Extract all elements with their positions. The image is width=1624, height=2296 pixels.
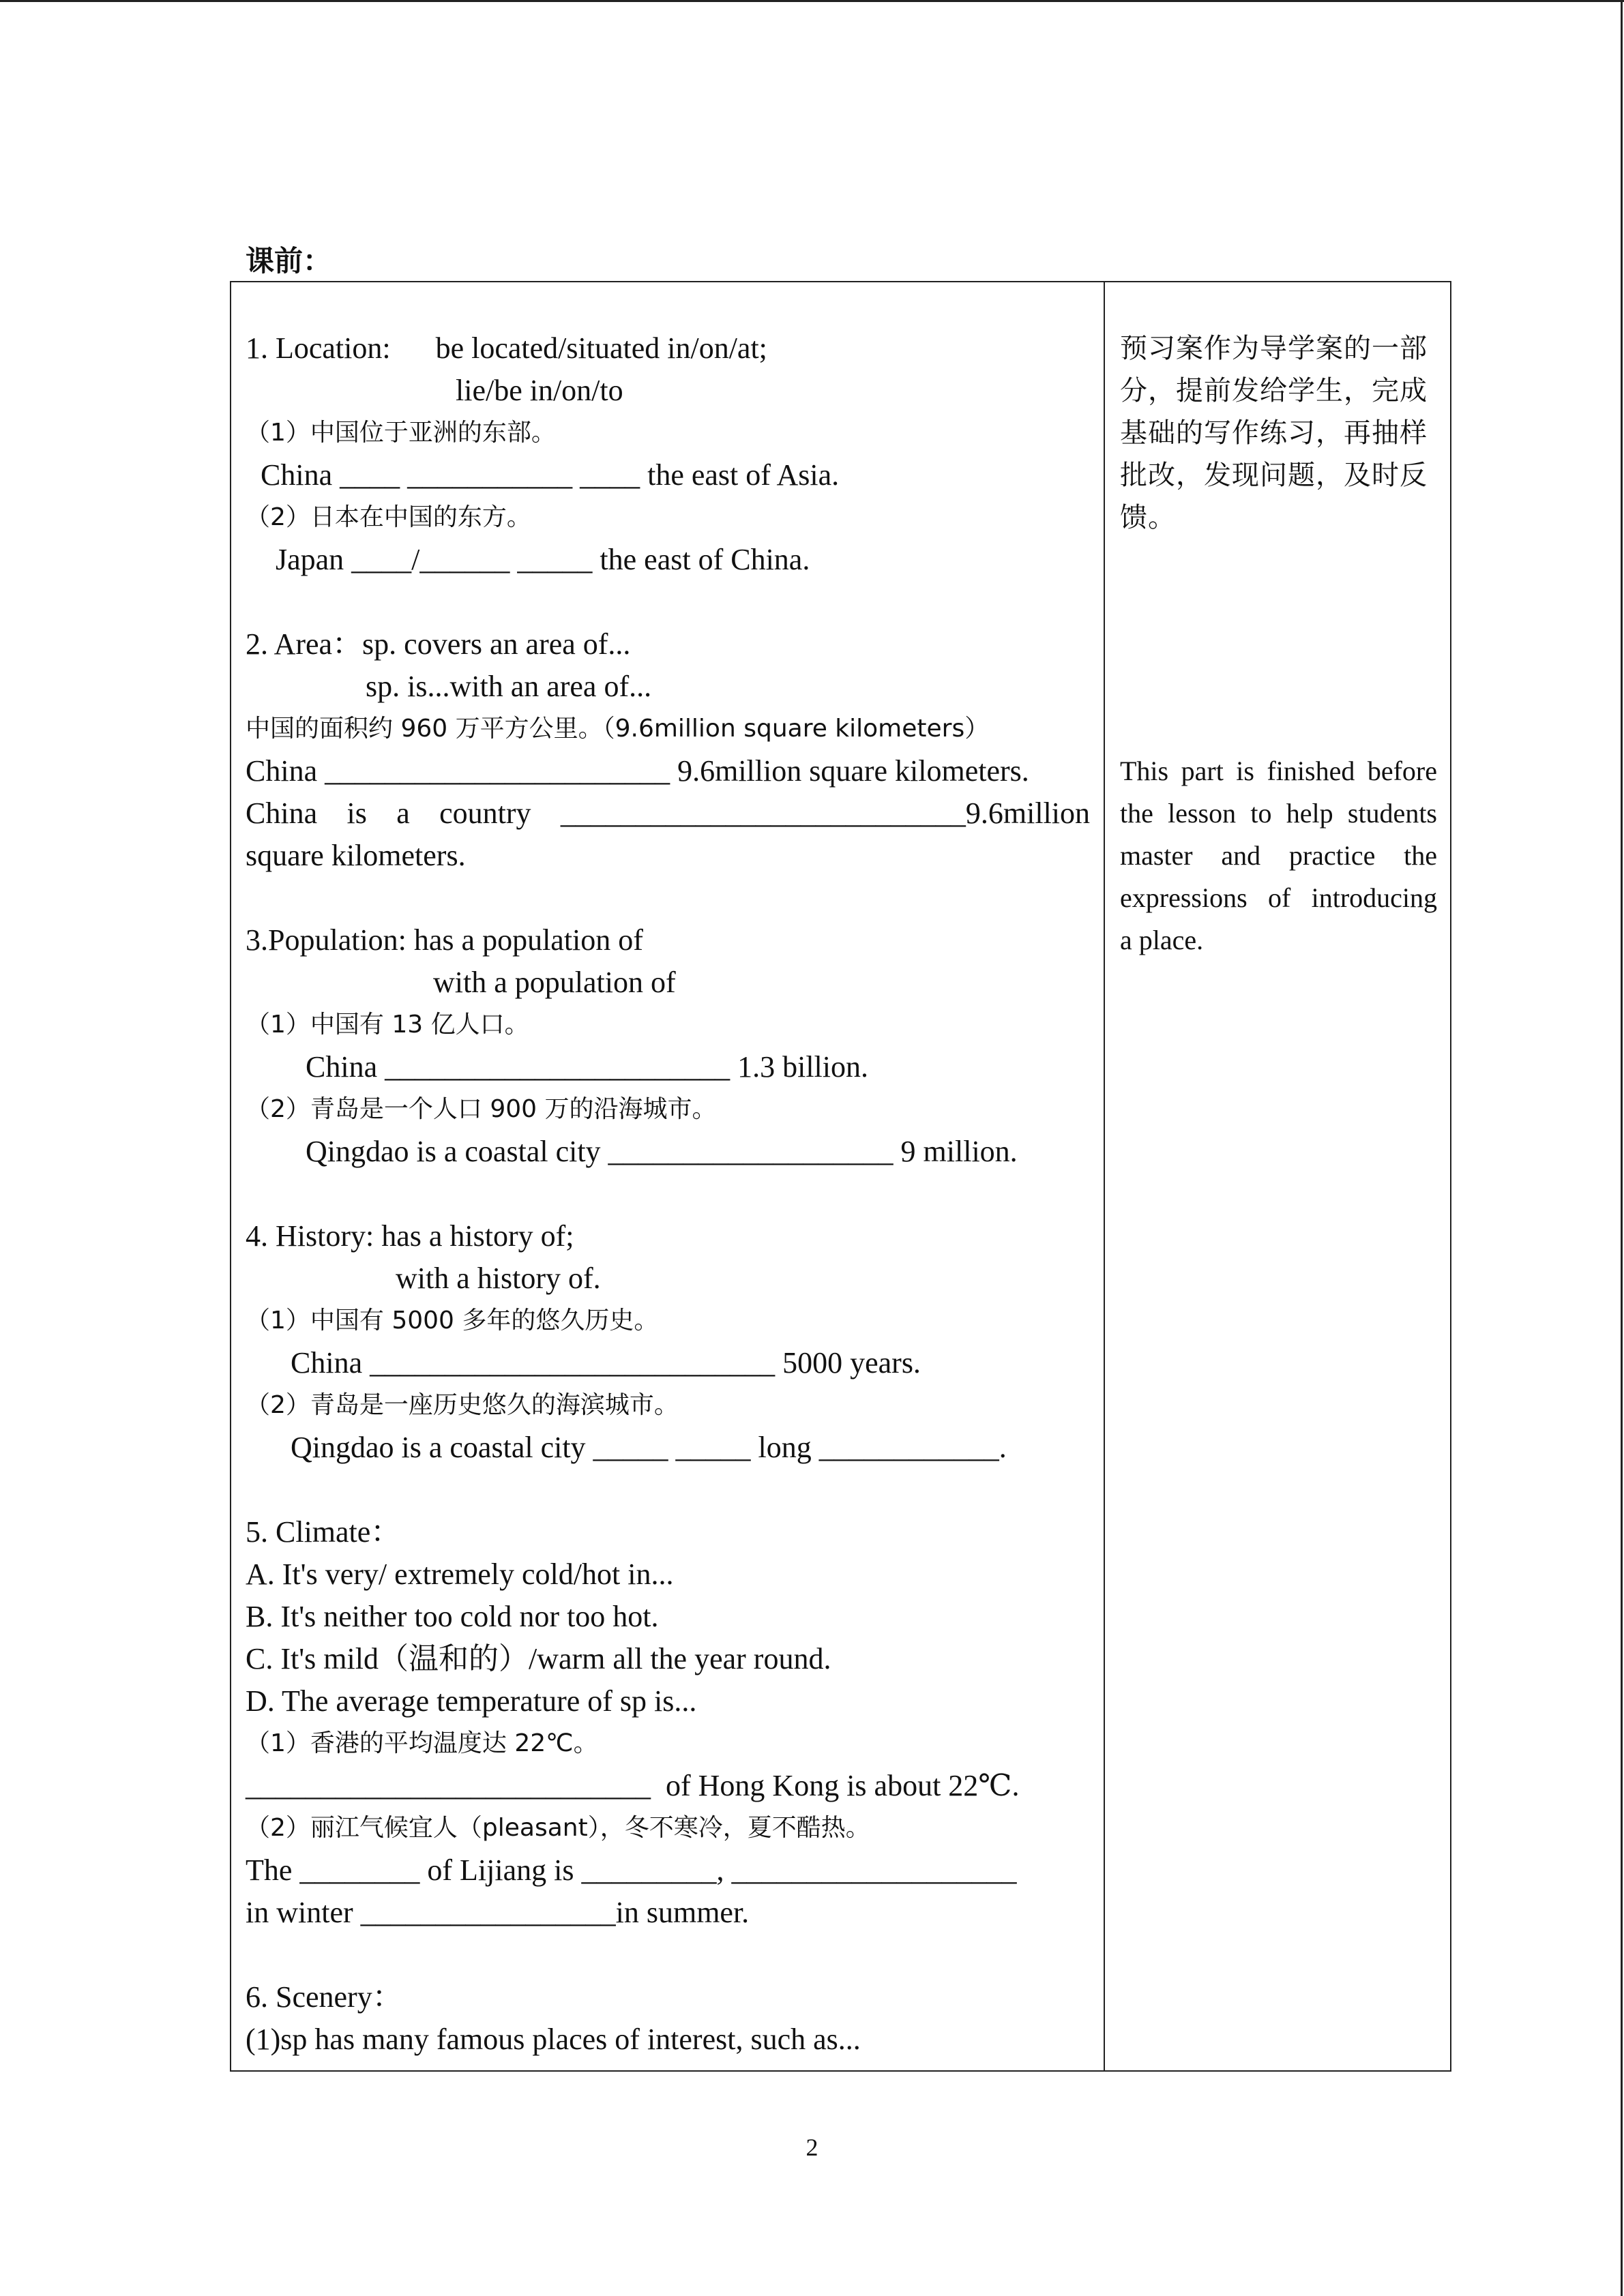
location-title: 1. Location: be located/situated in/on/at; [246,331,767,365]
area-q2-en-cont: square kilometers. [246,839,466,872]
note-zh-line-5: 馈。 [1120,502,1176,533]
note-en-line-3: master and practice the [1120,840,1437,871]
population-alt: with a population of [246,966,676,999]
section-heading: 课前： [246,244,332,278]
area-q2-en: China is a country ___________________________9.6million [246,796,1090,830]
table-column-divider [1104,281,1105,2072]
location-alt: lie/be in/on/to [246,374,623,407]
note-en-line-2: the lesson to help students [1120,798,1437,829]
scenery-option-1: (1)sp has many famous places of interest, such as... [246,2023,861,2056]
note-zh-line-2: 分，提前发给学生，完成 [1120,375,1428,406]
history-alt: with a history of. [246,1262,601,1295]
history-q2-zh: （2）青岛是一座历史悠久的海滨城市。 [246,1391,679,1419]
history-q1-en: China ___________________________ 5000 years. [246,1346,921,1380]
population-q1-zh: （1）中国有 13 亿人口。 [246,1011,529,1039]
location-q2-zh: （2）日本在中国的东方。 [246,503,531,531]
climate-q1-zh: （1）香港的平均温度达 22℃。 [246,1729,598,1757]
area-title: 2. Area：sp. covers an area of... [246,627,631,661]
scenery-title: 6. Scenery： [246,1980,402,2014]
location-q2-en: Japan ____/______ _____ the east of China. [246,543,810,576]
note-en-line-5: a place. [1120,925,1204,955]
note-en-line-4: expressions of introducing [1120,882,1437,913]
climate-q2-en: The ________ of Lijiang is _________, ___________________ [246,1853,1017,1887]
climate-q2-en-cont: in winter _________________in summer. [246,1896,750,1929]
climate-option-a: A. It's very/ extremely cold/hot in... [246,1557,674,1591]
climate-q1-en: ___________________________ of Hong Kong is about 22℃. [246,1769,1020,1802]
area-alt: sp. is...with an area of... [246,670,652,703]
population-q2-zh: （2）青岛是一个人口 900 万的沿海城市。 [246,1095,717,1123]
note-zh-line-4: 批改，发现问题，及时反 [1120,460,1428,491]
climate-option-d: D. The average temperature of sp is... [246,1684,697,1718]
history-q2-en: Qingdao is a coastal city _____ _____ long ____________. [246,1431,1007,1464]
climate-option-c: C. It's mild（温和的）/warm all the year round. [246,1642,831,1675]
climate-q2-zh: （2）丽江气候宜人（pleasant），冬不寒冷，夏不酷热。 [246,1814,870,1842]
note-zh-line-3: 基础的写作练习，再抽样 [1120,417,1428,449]
area-q-zh: 中国的面积约 960 万平方公里。（9.6million square kilometers） [246,715,990,743]
location-q1-zh: （1）中国位于亚洲的东部。 [246,419,556,447]
history-title: 4. History: has a history of; [246,1219,574,1253]
history-q1-zh: （1）中国有 5000 多年的悠久历史。 [246,1307,659,1335]
climate-option-b: B. It's neither too cold nor too hot. [246,1600,659,1633]
page-number: 2 [806,2134,818,2161]
top-border-line [0,0,1624,2]
note-en-line-1: This part is finished before [1120,756,1437,786]
location-q1-en: China ____ ___________ ____ the east of Asia. [246,458,840,492]
population-q2-en: Qingdao is a coastal city ___________________ 9 million. [246,1135,1018,1168]
population-q1-en: China _______________________ 1.3 billion. [246,1050,868,1084]
climate-title: 5. Climate： [246,1515,401,1549]
right-border-line [1621,0,1623,2296]
note-zh-line-1: 预习案作为导学案的一部 [1120,333,1428,364]
population-title: 3.Population: has a population of [246,923,643,957]
area-q1-en: China _______________________ 9.6million square kilometers. [246,754,1029,788]
